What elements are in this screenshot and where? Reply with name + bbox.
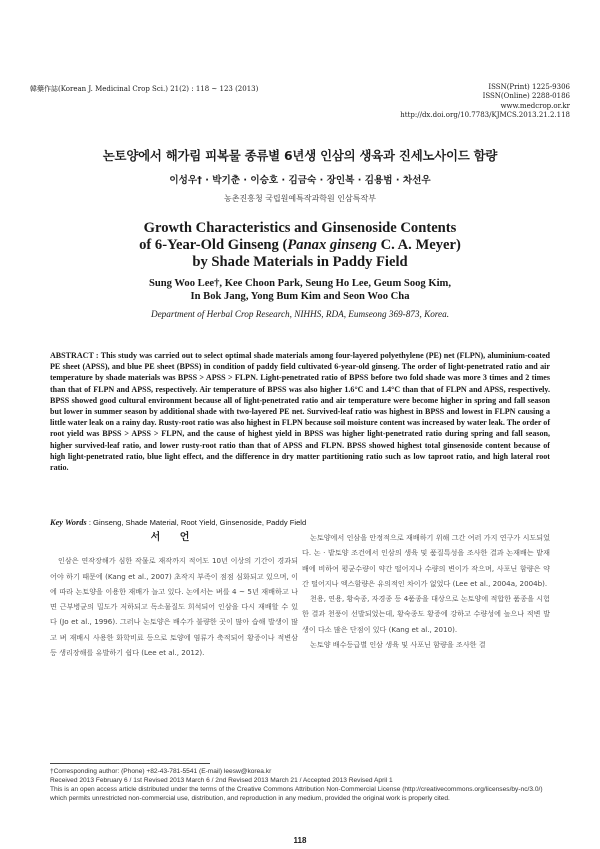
intro-paragraph: 논토양 배수등급별 인삼 생육 및 사포닌 함량을 조사한 결 [310,640,486,650]
body-column-left [50,530,298,660]
english-title [30,220,570,271]
section-heading-introduction: 서 언 [150,532,198,543]
abstract [50,350,550,473]
species-name: Panax ginseng [287,237,377,253]
korean-authors: 이성우† · 박기춘 · 이승호 · 김금숙 · 장인복 · 김용범 · 차선우 [169,175,431,186]
english-title-line-3: by Shade Materials in Paddy Field [192,254,408,270]
journal-identifiers [370,83,570,121]
english-title-line-2: of 6-Year-Old Ginseng (Panax ginseng C. A. Meyer) [139,237,461,253]
body-column-right [302,530,550,652]
keywords-text: : Ginseng, Shade Material, Root Yield, Ginsenoside, Paddy Field [88,518,307,527]
intro-paragraph: 논토양에서 인삼을 안정적으로 재배하기 위해 그간 여러 가지 연구가 시도되었다. 논 · 밭토양 조건에서 인삼의 생육 및 품질특성을 조사한 결과 논재배는 밭재배에 비하여 평균수량이 약간 떨어지나 수량의 변이가 작으며, 사포닌 함량은 약간 떨어지나 엑스함량은 유의적인 차이가 없었다 (Lee et al., 2004a, 2004b). [302,533,550,588]
english-authors: Sung Woo Lee†, Kee Choon Park, Seung Ho Lee, Geum Soog Kim, In Bok Jang, Yong Bum Kim and Seon Woo Cha [148,278,452,302]
journal-website-link[interactable]: www.medcrop.or.kr [500,101,570,110]
korean-affiliation: 농촌진흥청 국립원예특작과학원 인삼특작부 [224,194,376,203]
english-affiliation: Department of Herbal Crop Research, NIHHS, RDA, Eumseong 369-873, Korea. [150,309,450,319]
keywords [50,518,550,527]
english-title-line-1: Growth Characteristics and Ginsenoside Contents [143,220,457,236]
issn-print: ISSN(Print) 1225-9306 [488,83,570,91]
issn-online: ISSN(Online) 2288-0186 [482,92,570,101]
keywords-label: Key Words [50,518,87,527]
intro-paragraph: 인삼은 연작장해가 심한 작물로 재작까지 적어도 10년 이상의 기간이 경과되어야 하기 때문에 (Kang et al., 2007) 초작지 부족이 점점 심화되고 있으며, 이에 따라 논토양을 이용한 재배가 늘고 있다. 논에서는 벼를 4 ~ 5년 재배하고 나면 근부병균의 밀도가 저하되고 독소물질도 희석되어 인삼을 다시 재배할 수 있다 (Jo et al., 1996). 그러나 논토양은 배수가 불량한 곳이 많아 습해 발생이 많고 벼 재배시 사용한 화학비료 등으로 토양에 염류가 축적되어 황증이나 적변삼 등 생리장해를 유발하기 쉽다 (Lee et al., 2012). [50,556,298,658]
abstract-text: This study was carried out to select optimal shade materials among four-layered polyethylene (PE) net (FLPN), aluminium-coated PE sheet (APSS), and blue PE sheet (BPSS) in condition of paddy field cultivated 6-year-old ginseng. The order of light-penetrated ratio and air temperature by shade materials was BPSS > APSS > FLPN. Light-penetrated ratio of BPSS before two fold shade was more 3 times and 2 times than that of FLPN and APSS, respectively. Air temperature of BPSS was also higher 1.6°C and 1.4°C than that of FLPN and APSS, respectively. BPSS showed good cultural environment because all of light-penetrated ratio and air temperature were become higher in spring and fall season but lower in summer season by additional shade with two-layered PE net. Survived-leaf ratio was highest in BPSS and lowest in FLPN causing a little water leak on a rainy day. Rusty-root ratio was also highest in FLPN because soil moisture content was increased by water leak. The order of root yield was BPSS > APSS > FLPN, and the cause of highest yield in BPSS was higher light-penetrated ratio during spring and fall season, higher survived-leaf ratio, and lower rusty-root ratio than that of APSS and FLPN. BPSS showed highest total ginsenoside content because of high light-penetrated ratio, blue light effect, and the difference in dry matter partitioning ratio such as low taproot ratio, and high lateral root ratio. [50,351,550,473]
intro-paragraph: 천용, 연용, 황숙종, 자경종 등 4품종을 대상으로 논토양에 적합한 품종을 시험한 결과 천풍이 선발되었는데, 황숙종도 황증에 강하고 수량성에 높으나 적변 발생이 다소 많은 단점이 있다 (Kang et al., 2010). [302,594,550,634]
abstract-label: ABSTRACT : [50,351,101,360]
footnote [50,767,555,803]
corresponding-author: †Corresponding author: (Phone) +82-43-781-5541 (E-mail) leesw@korea.kr [50,768,272,775]
doi-link[interactable]: http://dx.doi.org/10.7783/KJMCS.2013.21.2.118 [400,111,570,120]
korean-title: 논토양에서 해가림 피복물 종류별 6년생 인삼의 생육과 진세노사이드 함량 [102,148,498,163]
received-dates: Received 2013 February 6 / 1st Revised 2013 March 6 / 2nd Revised 2013 March 21 / Accepted 2013 Revised April 1 [50,777,393,784]
journal-citation: 韓藥作誌(Korean J. Medicinal Crop Sci.) 21(2) : 118 ~ 123 (2013) [30,85,259,93]
page-number: 118 [293,836,307,845]
license-statement: This is an open access article distributed under the terms of the Creative Commons Attribution Non-Commercial License (http://creativecommons.org/licenses/by-nc/3.0/) which permits unrestricted non-commercial use, distribution, and reproduction in any medium, provided the original work is properly cited. [50,786,543,802]
footnote-divider [50,763,210,764]
